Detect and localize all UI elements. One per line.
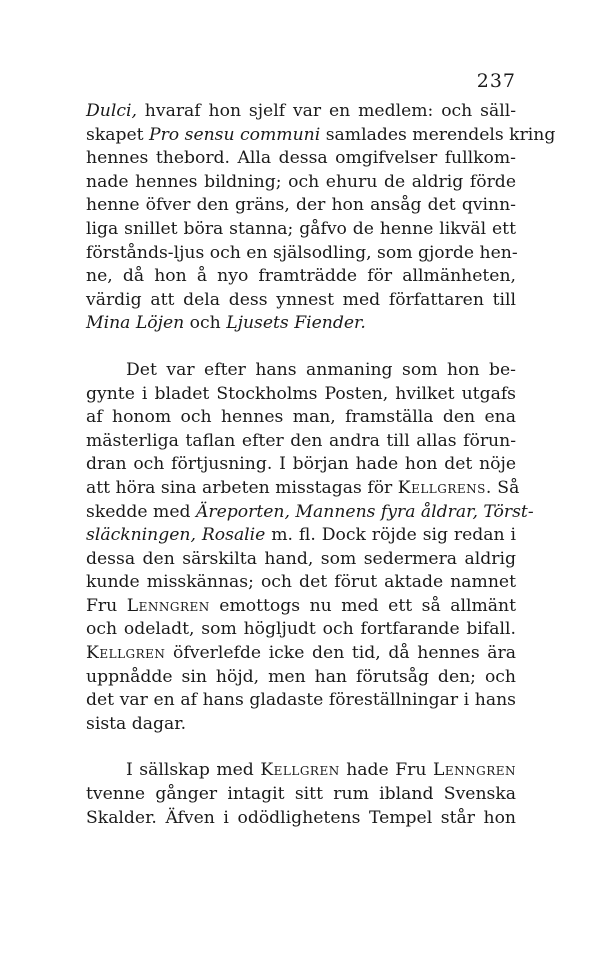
text-segment: samlades merendels kring bbox=[320, 124, 556, 145]
text-line bbox=[86, 713, 516, 737]
name-smallcaps: Lenngren bbox=[126, 595, 210, 616]
text-line bbox=[86, 265, 516, 289]
name-smallcaps: Kellgren bbox=[86, 643, 166, 664]
text-line bbox=[86, 618, 516, 642]
name-smallcaps: Lenngren bbox=[432, 760, 516, 781]
text-segment: ne, då hon å nyo framträdde för allmänheten, bbox=[86, 266, 516, 287]
text-segment: henne öfver den gräns, der hon ansåg det qvinn- bbox=[86, 195, 516, 216]
text-segment: nade hennes bildning; och ehuru de aldrig förde bbox=[86, 171, 516, 192]
page-number: 237 bbox=[476, 70, 516, 92]
text-line bbox=[86, 689, 516, 713]
text-segment: I sällskap med bbox=[126, 760, 261, 781]
text-line bbox=[86, 642, 516, 666]
text-line bbox=[86, 124, 556, 148]
text-line bbox=[86, 571, 516, 595]
text-segment: öfverlefde icke den tid, då hennes ära bbox=[165, 643, 516, 664]
italic-text: Dulci, bbox=[86, 101, 137, 121]
text-segment: skedde med bbox=[86, 501, 196, 522]
paragraph-gap bbox=[86, 336, 516, 359]
text-segment: m. fl. Dock röjde sig redan i bbox=[265, 525, 516, 546]
text-line bbox=[86, 595, 516, 619]
italic-text: släckningen, Rosalie bbox=[86, 525, 266, 546]
paragraph-gap bbox=[86, 736, 516, 759]
text-line bbox=[86, 383, 516, 407]
text-line bbox=[86, 242, 516, 266]
text-line bbox=[86, 100, 516, 124]
text-line bbox=[86, 147, 516, 171]
name-smallcaps: Kellgrens. bbox=[397, 477, 492, 498]
text-segment: dran och förtjusning. I början hade hon det nöje bbox=[86, 454, 516, 475]
text-segment: hennes thebord. Alla dessa omgifvelser fullkom- bbox=[86, 148, 516, 169]
text-line bbox=[86, 218, 516, 242]
text-line bbox=[86, 477, 520, 501]
text-segment: mästerliga taflan efter den andra till allas förun- bbox=[86, 430, 516, 451]
name-smallcaps: Kellgren bbox=[260, 760, 340, 781]
text-segment: hvaraf hon sjelf var en medlem: och säll- bbox=[136, 101, 516, 121]
text-line bbox=[86, 783, 516, 807]
italic-text: Pro sensu communi bbox=[149, 124, 321, 145]
text-segment: tvenne gånger intagit sitt rum ibland Svenska bbox=[86, 784, 516, 805]
text-line bbox=[86, 759, 516, 783]
italic-text: Mina Löjen bbox=[86, 313, 185, 334]
text-segment: Det var efter hans anmaning som hon be- bbox=[126, 359, 516, 380]
text-line bbox=[86, 406, 516, 430]
text-segment: Så bbox=[491, 477, 520, 498]
text-segment: af honom och hennes man, framställa den ena bbox=[86, 407, 516, 428]
text-segment: gynte i bladet Stockholms Posten, hvilket utgafs bbox=[86, 383, 516, 404]
text-line bbox=[86, 524, 516, 548]
paragraph-1 bbox=[86, 100, 556, 336]
text-segment: kunde misskännas; och det förut aktade namnet bbox=[86, 572, 516, 593]
text-segment: Skalder. Äfven i odödlighetens Tempel står hon bbox=[86, 807, 516, 828]
text-line bbox=[86, 171, 516, 195]
text-line bbox=[86, 501, 534, 525]
text-line bbox=[86, 807, 516, 831]
text-segment: hade Fru bbox=[339, 760, 433, 781]
text-segment: och odeladt, som högljudt och fortfarande bifall. bbox=[86, 619, 516, 640]
text-segment: dessa den särskilta hand, som sedermera aldrig bbox=[86, 548, 516, 569]
text-segment: värdig att dela dess ynnest med författaren till bbox=[86, 289, 516, 310]
text-segment: sista dagar. bbox=[86, 713, 187, 734]
text-segment: skapet bbox=[86, 124, 150, 145]
text-segment: Fru bbox=[86, 595, 127, 616]
text-segment: och bbox=[184, 313, 227, 334]
text-line bbox=[86, 194, 516, 218]
paragraph-2 bbox=[86, 359, 534, 737]
text-line bbox=[86, 359, 516, 383]
text-segment: emottogs nu med ett så allmänt bbox=[209, 595, 516, 616]
text-segment: förstånds-ljus och en själsodling, som gjorde hen- bbox=[86, 242, 518, 263]
italic-text: Äreporten, Mannens fyra åldrar, Törst- bbox=[195, 501, 534, 522]
text-line bbox=[86, 453, 516, 477]
text-line bbox=[86, 312, 516, 336]
text-line bbox=[86, 666, 516, 690]
paragraph-3 bbox=[86, 759, 516, 830]
text-segment: liga snillet böra stanna; gåfvo de henne likväl ett bbox=[86, 218, 516, 239]
text-line bbox=[86, 289, 516, 313]
body-text bbox=[86, 100, 556, 830]
text-segment: att höra sina arbeten misstagas för bbox=[86, 477, 398, 498]
text-line bbox=[86, 548, 516, 572]
text-segment: uppnådde sin höjd, men han förutsåg den; och bbox=[86, 666, 516, 687]
italic-text: Ljusets Fiender. bbox=[226, 313, 366, 334]
text-segment: det var en af hans gladaste föreställningar i hans bbox=[86, 690, 516, 711]
text-line bbox=[86, 430, 516, 454]
